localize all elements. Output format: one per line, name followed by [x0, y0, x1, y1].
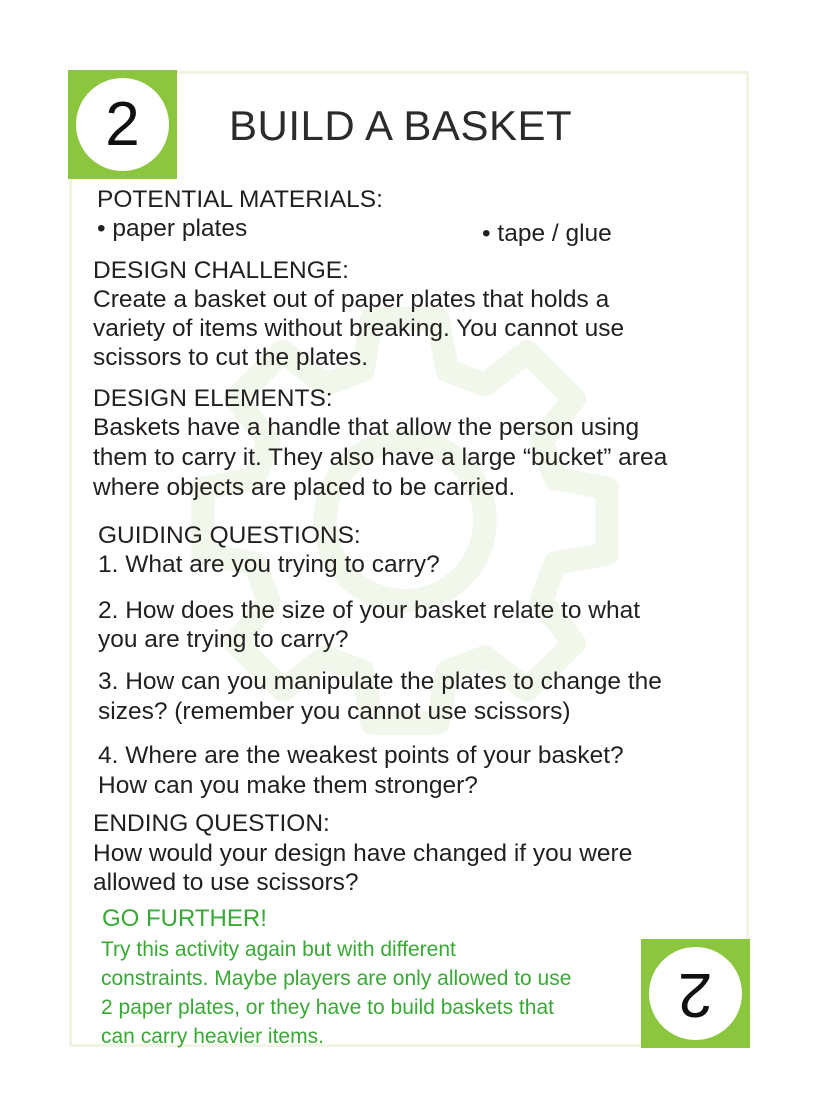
guiding-question: you are trying to carry?: [98, 626, 349, 653]
elements-line: them to carry it. They also have a large “bucket” area: [93, 444, 668, 471]
challenge-line: scissors to cut the plates.: [93, 344, 369, 371]
further-line: can carry heavier items.: [101, 1025, 324, 1048]
guiding-question: 3. How can you manipulate the plates to change the: [98, 668, 662, 695]
guiding-question: 4. Where are the weakest points of your basket?: [98, 742, 624, 769]
material-item: • tape / glue: [482, 220, 612, 247]
material-item: • paper plates: [97, 215, 248, 242]
guiding-question: 1. What are you trying to carry?: [98, 551, 440, 578]
guiding-question: How can you make them stronger?: [98, 772, 478, 799]
challenge-heading: DESIGN CHALLENGE:: [93, 257, 349, 284]
guiding-question: sizes? (remember you cannot use scissors): [98, 698, 571, 725]
card-title: BUILD A BASKET: [229, 102, 573, 149]
card-number: 2: [105, 89, 140, 159]
challenge-line: variety of items without breaking. You cannot use: [93, 315, 625, 342]
elements-line: Baskets have a handle that allow the person using: [93, 414, 640, 441]
ending-line: allowed to use scissors?: [93, 869, 359, 896]
card-number-badge-inverted: [641, 939, 750, 1048]
card-number-badge: [68, 70, 177, 179]
guiding-heading: GUIDING QUESTIONS:: [98, 522, 361, 549]
further-line: constraints. Maybe players are only allowed to use: [101, 967, 572, 990]
further-line: 2 paper plates, or they have to build baskets that: [101, 996, 554, 1019]
materials-heading: POTENTIAL MATERIALS:: [97, 186, 383, 213]
ending-line: How would your design have changed if you were: [93, 840, 633, 867]
further-line: Try this activity again but with different: [101, 938, 456, 961]
further-heading: GO FURTHER!: [102, 905, 267, 932]
challenge-line: Create a basket out of paper plates that holds a: [93, 286, 610, 313]
elements-line: where objects are placed to be carried.: [93, 474, 516, 501]
ending-heading: ENDING QUESTION:: [93, 810, 330, 837]
card-number-inverted: 2: [678, 959, 713, 1029]
guiding-question: 2. How does the size of your basket relate to what: [98, 597, 641, 624]
elements-heading: DESIGN ELEMENTS:: [93, 385, 333, 412]
